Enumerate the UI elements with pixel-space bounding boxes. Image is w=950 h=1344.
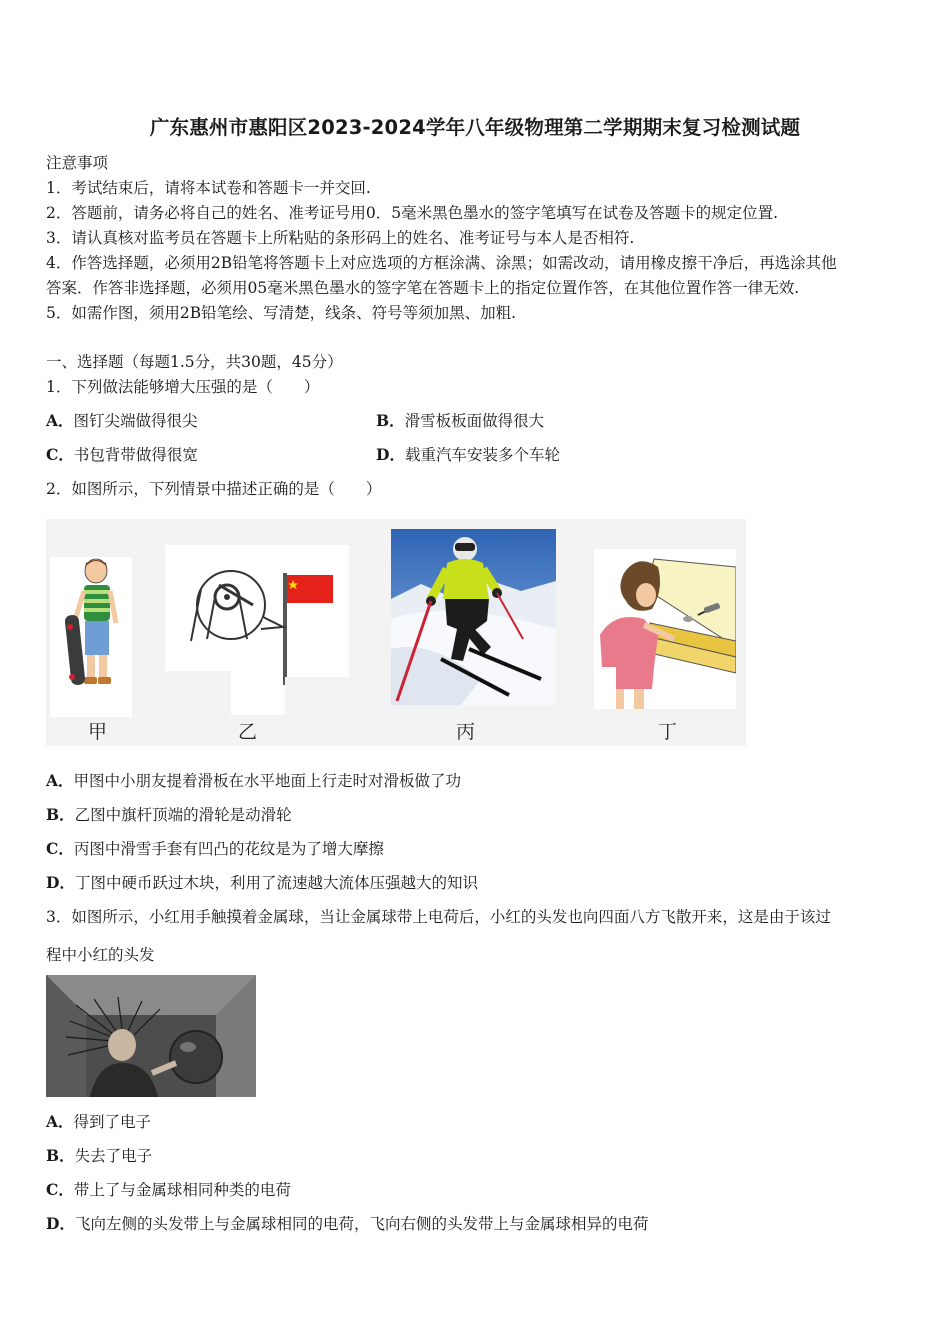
notice-item: 5．如需作图，须用2B铅笔绘、写清楚，线条、符号等须加黑、加粗.	[46, 304, 517, 322]
option-letter: A．	[46, 771, 74, 790]
question-1-stem: 1．下列做法能够增大压强的是（ ）	[46, 378, 320, 396]
option-text: 乙图中旗杆顶端的滑轮是动滑轮	[74, 806, 292, 824]
girl-static-hair-photo	[46, 975, 256, 1097]
option-letter: A．	[46, 411, 74, 430]
option-text: 失去了电子	[74, 1147, 153, 1165]
q1-option-c[interactable]	[46, 443, 198, 465]
notice-item: 答案．作答非选择题，必须用05毫米黑色墨水的签字笔在答题卡上的指定位置作答，在其他位置作答一律无效.	[46, 279, 800, 297]
question-3-stem-cont: 程中小红的头发	[46, 946, 155, 964]
question-2-stem: 2．如图所示，下列情景中描述正确的是（ ）	[46, 480, 382, 498]
notice-item: 3．请认真核对监考员在答题卡上所粘贴的条形码上的姓名、准考证号与本人是否相符.	[46, 229, 635, 247]
q2-option-b[interactable]	[46, 803, 292, 825]
q3-option-a[interactable]	[46, 1110, 151, 1132]
notice-heading: 注意事项	[46, 154, 109, 172]
option-letter: B．	[376, 411, 405, 430]
question-2-figure	[46, 519, 746, 746]
q3-option-d[interactable]	[46, 1212, 648, 1234]
option-letter: C．	[46, 445, 74, 464]
q1-option-a[interactable]	[46, 409, 198, 431]
option-letter: D．	[376, 445, 405, 464]
caption-bing: 丙	[456, 721, 476, 743]
option-text: 丁图中硬币跃过木块，利用了流速越大流体压强越大的知识	[74, 874, 478, 892]
notice-item: 2．答题前，请务必将自己的姓名、准考证号用0．5毫米黑色墨水的签字笔填写在试卷及答题卡的规定位置.	[46, 204, 779, 222]
option-letter: B．	[46, 805, 75, 824]
option-letter: A．	[46, 1112, 74, 1131]
option-letter: D．	[46, 873, 75, 892]
question-3-stem: 3．如图所示，小红用手触摸着金属球，当让金属球带上电荷后，小红的头发也向四面八方飞散开来，这是由于该过	[46, 908, 831, 926]
option-letter: B．	[46, 1146, 75, 1165]
figure-yi	[165, 545, 349, 715]
skier-photo	[391, 529, 556, 705]
q1-option-d[interactable]	[376, 443, 560, 465]
figure-jia	[50, 557, 132, 717]
option-text: 甲图中小朋友提着滑板在水平地面上行走时对滑板做了功	[73, 772, 462, 790]
option-text: 丙图中滑雪手套有凹凸的花纹是为了增大摩擦	[73, 840, 384, 858]
option-text: 滑雪板板面做得很大	[404, 412, 545, 430]
notice-item: 1．考试结束后，请将本试卷和答题卡一并交回.	[46, 179, 371, 197]
caption-jia: 甲	[88, 721, 108, 743]
caption-yi: 乙	[238, 721, 258, 743]
q2-option-d[interactable]	[46, 871, 478, 893]
option-text: 带上了与金属球相同种类的电荷	[73, 1181, 291, 1199]
question-3-photo	[46, 975, 256, 1097]
option-text: 得到了电子	[73, 1113, 152, 1131]
option-text: 书包背带做得很宽	[73, 446, 198, 464]
q1-option-b[interactable]	[376, 409, 544, 431]
option-letter: D．	[46, 1214, 75, 1233]
option-text: 飞向左侧的头发带上与金属球相同的电荷，飞向右侧的头发带上与金属球相异的电荷	[74, 1215, 649, 1233]
option-letter: C．	[46, 839, 74, 858]
section-heading: 一、选择题（每题1.5分，共30题，45分）	[46, 353, 343, 371]
figure-bing	[391, 529, 556, 705]
option-letter: C．	[46, 1180, 74, 1199]
q3-option-b[interactable]	[46, 1144, 152, 1166]
q3-option-c[interactable]	[46, 1178, 291, 1200]
page-title: 广东惠州市惠阳区2023-2024学年八年级物理第二学期期末复习检测试题	[149, 116, 801, 139]
notice-item: 4．作答选择题，必须用2B铅笔将答题卡上对应选项的方框涂满、涂黑；如需改动，请用橡皮擦干净后，再选涂其他	[46, 254, 837, 272]
option-text: 载重汽车安装多个车轮	[404, 446, 560, 464]
boy-with-skateboard-illustration	[50, 557, 132, 717]
figure-ding	[594, 549, 736, 709]
caption-ding: 丁	[658, 721, 678, 743]
option-text: 图钉尖端做得很尖	[73, 412, 198, 430]
q2-option-c[interactable]	[46, 837, 384, 859]
q2-option-a[interactable]	[46, 769, 461, 791]
